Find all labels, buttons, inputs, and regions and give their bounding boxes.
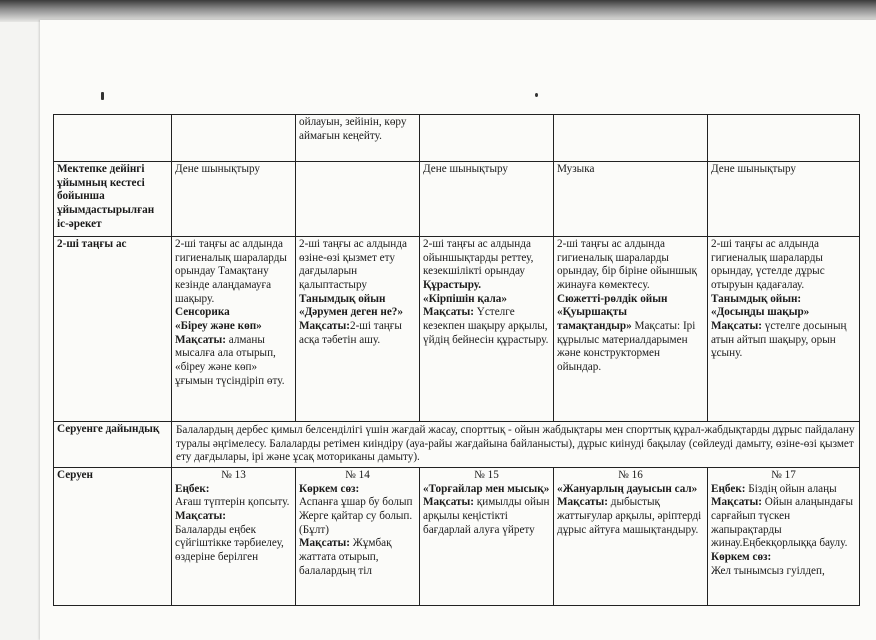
cell-org-fri: Дене шынықтыру [708, 162, 860, 237]
cell-org-thu: Музыка [554, 162, 708, 237]
goal-label: Мақсаты: [711, 496, 762, 509]
cell-text: 2-ші таңғы ас алдында гигиеналық шараларды орындау Тамақтану кезінде алаңдамауға шақыру. [175, 238, 287, 305]
cell-text: 2-ші таңғы ас алдында гигиеналық шараларды орындау, үстелде дұрыс отыруын қадағалау. [711, 238, 825, 291]
row-header-walk: Серуен [54, 467, 172, 605]
game-title: «Торғайлар мен мысық» [423, 482, 550, 495]
scan-speck [535, 93, 538, 97]
section-label: Еңбек: [711, 482, 746, 495]
goal-label: Мақсаты: [423, 496, 474, 509]
goal-label: Мақсаты: [634, 319, 681, 332]
table-row-walk-preparation [54, 422, 860, 468]
table-row-organized-activity [54, 162, 860, 237]
goal-text: Балаларды еңбек сүйгіштікке тәрбиелеу, өздеріне берілген [175, 523, 284, 563]
scan-speck [101, 92, 104, 100]
cell-empty [554, 115, 708, 162]
cell-empty [420, 115, 554, 162]
table-row-top [54, 115, 860, 162]
game-type: Танымдық ойын [299, 292, 386, 305]
row-header-walk-preparation: Серуенге дайындық [54, 422, 172, 468]
schedule-table [53, 114, 860, 606]
cell-org-wed: Дене шынықтыру [420, 162, 554, 237]
cell-text: 2-ші таңғы ас алдында гигиеналық шараларды орындау, бір біріне ойыншық жинауға көмектесу. [557, 238, 697, 291]
cell-walk-fri [708, 467, 860, 605]
goal-text: Үстелге кезекпен шақыру арқылы, үйдің бейнесін құрастыру. [423, 306, 549, 346]
goal-label: Мақсаты: [175, 333, 226, 346]
goal-label: Мақсаты: [175, 509, 226, 522]
section-label: Көркем сөз: [711, 550, 772, 563]
game-type: Танымдық ойын: [711, 292, 802, 305]
goal-label: Мақсаты: [299, 319, 350, 332]
table-row-walk [54, 467, 860, 605]
section-text: Ағаш түптерін қопсыту. [175, 496, 290, 509]
goal-text: алманы мысалға ала отырып, «біреу және көп» ұғымын түсіндіріп өту. [175, 333, 285, 387]
cell-walk-wed [420, 467, 554, 605]
cell-breakfast-thu [554, 237, 708, 422]
game-title: «Досыңды шақыр» [711, 306, 810, 319]
goal-text: үстелге досының атын айтып шақыру, орын ұсыну. [711, 319, 847, 360]
cell-org-tue [296, 162, 420, 237]
section-text: Біздің ойын алаңы [748, 482, 837, 495]
cell-breakfast-wed [420, 237, 554, 422]
goal-text: қимылды ойын арқылы кеңістікті бағдарлай алуға үйрету [423, 496, 550, 536]
cell-text: ойлауын, зейінін, көру аймағын кеңейту. [299, 116, 407, 142]
cell-text: 2-ші таңғы ас алдында ойыншықтарды реттеу, кезекшілікті орындау [423, 238, 534, 278]
cell-walk-thu [554, 467, 708, 605]
cell-breakfast-mon [172, 237, 296, 422]
goal-text: 2-ші таңғы асқа тәбетін ашу. [299, 319, 402, 346]
game-title: «Біреу және көп» [175, 319, 262, 332]
cell-top-tue [296, 115, 420, 162]
scan-shadow-top [0, 0, 876, 22]
row-header-organized-activity: Мектепке дейінгі ұйымның кестесі бойынша ұйымдастырылған іс-әрекет [54, 162, 172, 237]
goal-label: Мақсаты: [711, 319, 762, 332]
section-text: Аспанға ұшар бу болып Жерге қайтар су болып. (Бұлт) [299, 496, 413, 536]
goal-text: дыбыстық жаттығулар арқылы, әріптерді дұрыс айтуға машықтандыру. [557, 496, 702, 536]
goal-label: Мақсаты: [299, 537, 350, 550]
game-title: «Қуыршақты тамақтандыр» [557, 306, 632, 332]
cell-walk-mon [172, 467, 296, 605]
section-label: Көркем сөз: [299, 482, 360, 495]
row-header-second-breakfast: 2-ші таңғы ас [54, 237, 172, 422]
game-title: «Дәрумен деген не?» [299, 306, 403, 319]
game-title: «Жануарлың дауысын сал» [557, 482, 698, 495]
goal-label: Мақсаты: [423, 306, 474, 319]
goal-text: Ірі құрылыс материалдарымен және конструктормен ойындар. [557, 319, 696, 373]
table-row-second-breakfast [54, 237, 860, 422]
cell-breakfast-tue [296, 237, 420, 422]
cell-empty [708, 115, 860, 162]
cell-breakfast-fri [708, 237, 860, 422]
cell-org-mon: Дене шынықтыру [172, 162, 296, 237]
game-type: Сюжетті-рөлдік ойын [557, 292, 668, 305]
cell-text: 2-ші таңғы ас алдында өзіне-өзі қызмет ету дағдыларын қалыптастыру [299, 238, 407, 291]
cell-empty [172, 115, 296, 162]
cell-walk-tue [296, 467, 420, 605]
cell-empty [54, 115, 172, 162]
walk-number: № 13 [221, 468, 246, 481]
walk-number: № 16 [618, 468, 643, 481]
game-type: Құрастыру. [423, 278, 482, 291]
walk-number: № 14 [345, 468, 370, 481]
section-text: Жел тынымсыз гуілдеп, [711, 564, 825, 577]
section-label: Еңбек: [175, 482, 210, 495]
cell-walk-preparation: Балалардың дербес қимыл белсенділігі үшін жағдай жасау, спорттық - ойын жабдықтары мен спорттық құрал-жабдықтарды дұрыс пайдалану туралы әңгімелесу. Балаларды ретімен киіндіру (ауа-райы жағдайына байланысты), дұрыс киінуді бақылау (сөйлеуді дамыту, өзіне-өзі қызмет ету дағдылары, ірі және ұсақ моториканы дамыту). [172, 422, 860, 468]
goal-label: Мақсаты: [557, 496, 608, 509]
walk-number: № 15 [474, 468, 499, 481]
game-type: Сенсорика [175, 306, 230, 319]
walk-number: № 17 [771, 468, 796, 481]
goal-text: Ойын алаңындағы сарғайып түскен жапырақтарды жинау.Еңбекқорлыққа баулу. [711, 496, 853, 550]
goal-text: Жұмбақ жаттата отырып, балалардың тіл [299, 537, 392, 577]
game-title: «Кірпішін қала» [423, 292, 507, 305]
